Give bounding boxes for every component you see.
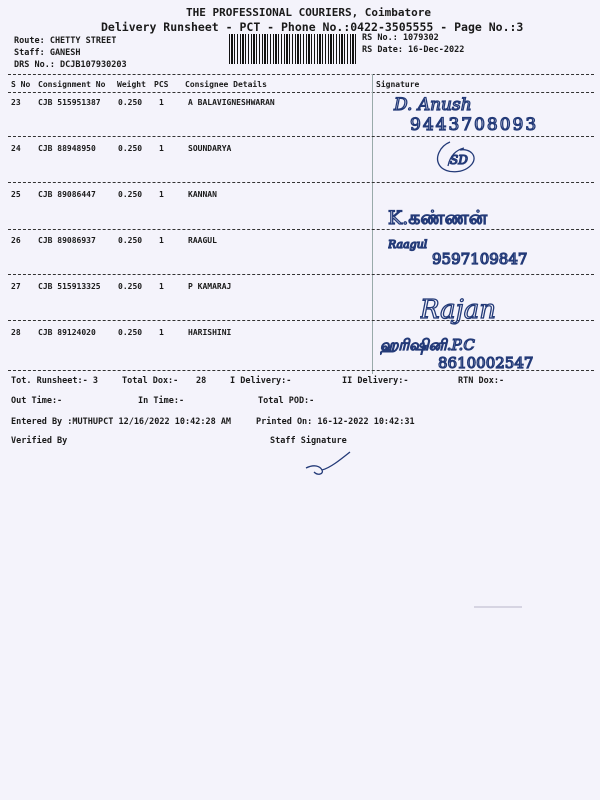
svg-text:9597109847: 9597109847	[432, 250, 528, 268]
svg-text:D. Anush: D. Anush	[394, 95, 472, 115]
svg-text:8610002547: 8610002547	[438, 354, 534, 372]
signature-row-28	[380, 330, 580, 372]
total-pod: Total POD:-	[258, 396, 315, 406]
row-pcs: 1	[159, 328, 164, 337]
row-rule	[8, 320, 594, 321]
svg-text:Rajan: Rajan	[420, 295, 496, 325]
row-pcs: 1	[159, 144, 164, 153]
runsheet-title: Delivery Runsheet - PCT - Phone No.:0422-3505555 - Page No.:3	[101, 20, 524, 34]
col-consignee: Consignee Details	[185, 80, 267, 89]
entered-by: Entered By :MUTHUPCT 12/16/2022 10:42:28 AM	[11, 417, 232, 427]
col-sno: S No	[11, 80, 31, 89]
row-sno: 23	[11, 98, 21, 107]
row-sno: 27	[11, 282, 21, 291]
row-consignment: CJB 88948950	[38, 144, 96, 153]
row-consignee: P KAMARAJ	[188, 282, 232, 291]
svg-text:Raagul: Raagul	[388, 238, 428, 251]
svg-text:SD: SD	[450, 153, 468, 167]
row-rule	[8, 182, 594, 183]
svg-text:ஹரிஷினி.P.C: ஹரிஷினி.P.C	[380, 336, 475, 354]
row-consignment: CJB 89086447	[38, 190, 96, 199]
row-sno: 25	[11, 190, 21, 199]
row-consignee: RAAGUL	[188, 236, 217, 245]
row-rule	[8, 274, 594, 275]
row-weight: 0.250	[118, 328, 143, 337]
row-sno: 26	[11, 236, 21, 245]
row-consignment: CJB 515913325	[38, 282, 101, 291]
rs-number: RS No.: 1079302	[362, 33, 439, 43]
col-pcs: PCS	[154, 80, 169, 89]
row-rule	[8, 229, 594, 230]
total-dox-label: Total Dox:-	[122, 376, 179, 386]
row-pcs: 1	[159, 98, 164, 107]
row-consignee: HARISHINI	[188, 328, 232, 337]
row-consignment: CJB 89124020	[38, 328, 96, 337]
tot-runsheet: Tot. Runsheet:- 3	[11, 376, 98, 386]
row-consignee: SOUNDARYA	[188, 144, 232, 153]
row-weight: 0.250	[118, 98, 143, 107]
col-signature: Signature	[376, 80, 420, 89]
row-weight: 0.250	[118, 144, 143, 153]
staff-signature-label: Staff Signature	[270, 436, 347, 446]
total-dox-value: 28	[196, 376, 207, 386]
row-consignee: A BALAVIGNESHWARAN	[188, 98, 275, 107]
row-consignment: CJB 89086937	[38, 236, 96, 245]
company-title: THE PROFESSIONAL COURIERS, Coimbatore	[186, 6, 432, 19]
svg-text:K.கண்ணன்: K.கண்ணன்	[388, 207, 488, 229]
route-label: Route: CHETTY STREET	[14, 36, 117, 46]
row-weight: 0.250	[118, 190, 143, 199]
staff-signature-mark	[300, 450, 360, 480]
rtn-dox: RTN Dox:-	[458, 376, 505, 386]
row-consignee: KANNAN	[188, 190, 217, 199]
row-pcs: 1	[159, 282, 164, 291]
row-sno: 28	[11, 328, 21, 337]
row-weight: 0.250	[118, 236, 143, 245]
signature-row-26	[388, 232, 578, 272]
row-rule	[8, 136, 594, 137]
stray-mark	[472, 604, 532, 610]
signature-row-27	[420, 290, 540, 330]
drs-number: DRS No.: DCJB107930203	[14, 60, 127, 70]
row-weight: 0.250	[118, 282, 143, 291]
row-pcs: 1	[159, 190, 164, 199]
signature-row-25	[384, 200, 564, 236]
table-top-rule	[8, 74, 594, 75]
col-consignment: Consignment No	[38, 80, 106, 89]
table-bottom-rule	[8, 370, 594, 371]
staff-label: Staff: GANESH	[14, 48, 81, 58]
signature-row-23	[378, 92, 588, 142]
row-pcs: 1	[159, 236, 164, 245]
rs-date: RS Date: 16-Dec-2022	[362, 45, 465, 55]
barcode	[229, 34, 357, 64]
ii-delivery: II Delivery:-	[342, 376, 409, 386]
row-sno: 24	[11, 144, 21, 153]
i-delivery: I Delivery:-	[230, 376, 292, 386]
row-consignment: CJB 515951387	[38, 98, 101, 107]
out-time: Out Time:-	[11, 396, 63, 406]
col-weight: Weight	[117, 80, 146, 89]
signature-row-24	[420, 136, 500, 180]
printed-on: Printed On: 16-12-2022 10:42:31	[256, 417, 415, 427]
verified-by: Verified By	[11, 436, 68, 446]
signature-column-divider	[372, 74, 373, 374]
svg-text:9443708093: 9443708093	[410, 115, 539, 135]
in-time: In Time:-	[138, 396, 185, 406]
table-header-rule	[8, 92, 594, 93]
